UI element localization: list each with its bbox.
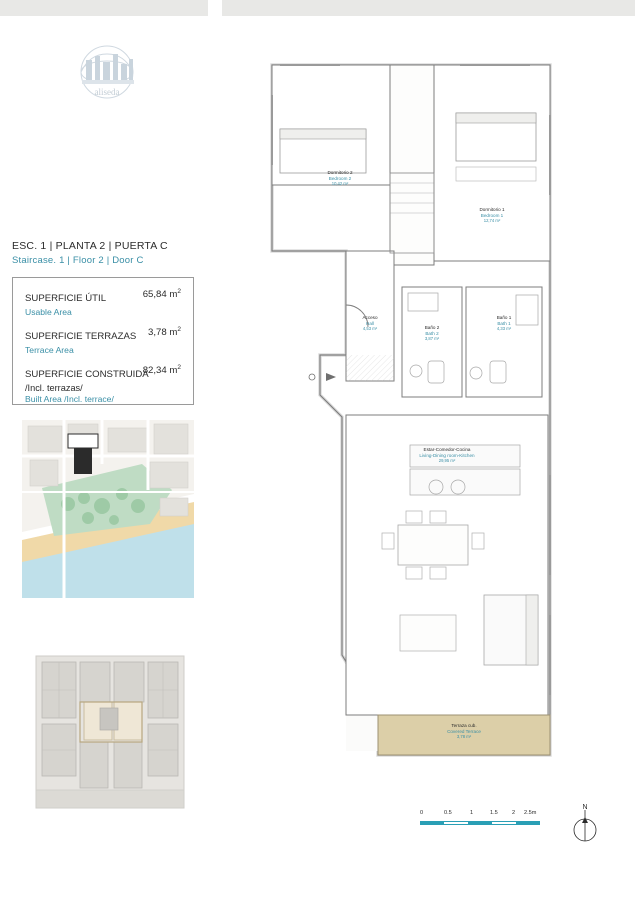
area-value-usable: 65,84 $m^2$ — [142, 288, 181, 301]
unit-header-en: Staircase. 1 | Floor 2 | Door C — [12, 255, 144, 266]
unit-header — [12, 240, 212, 266]
area-label-terrace-es: SUPERFICIE TERRAZAS — [25, 331, 137, 342]
room-label-terrace: Terraza cub. Covered Terrace 3,78 m² — [447, 723, 481, 740]
brand-logo — [42, 44, 172, 100]
scale-tick-4: 2 — [512, 810, 516, 816]
building-key-plan — [22, 650, 194, 820]
scale-tick-2: 1 — [470, 810, 474, 816]
room-label-hall: Acceso Hall 4,53 m² — [362, 315, 378, 332]
area-label-built-es: SUPERFICIE CONSTRUIDA — [25, 369, 149, 380]
area-row-usable — [25, 288, 183, 317]
scale-tick-0: 0 — [420, 810, 424, 816]
scale-bar — [420, 810, 545, 840]
area-label-usable-es: SUPERFICIE ÚTIL — [25, 293, 107, 304]
scale-tick-1: 0.5 — [444, 810, 452, 816]
area-summary-box — [12, 277, 194, 405]
site-location-map — [22, 420, 194, 598]
scale-segments — [420, 821, 540, 825]
area-label-usable-en: Usable Area — [25, 307, 72, 317]
unit-header-es: ESC. 1 | PLANTA 2 | PUERTA C — [12, 240, 168, 252]
scale-tick-5: 2.5m — [524, 810, 537, 816]
area-value-built: 82,34 $m^2$ — [142, 364, 181, 377]
floor-plan-drawing — [250, 55, 610, 765]
room-label-bedroom-1: Dormitorio 1 Bedroom 1 12,74 m² — [479, 207, 505, 224]
scale-tick-3: 1.5 — [490, 810, 498, 816]
area-label-built-en: Built Area /Incl. terrace/ — [25, 394, 114, 404]
scale-ticks — [420, 810, 540, 820]
room-label-bedroom-2: Dormitorio 2 Bedroom 2 10,42 m² — [327, 170, 353, 187]
north-label: N — [582, 804, 588, 811]
area-label-built-es2: /Incl. terrazas/ — [25, 383, 83, 393]
room-label-bath-2: Baño 2 Bath 2 3,87 m² — [424, 325, 440, 342]
area-label-terrace-en: Terrace Area — [25, 345, 74, 355]
area-value-terrace: 3,78 $m^2$ — [148, 326, 181, 339]
room-label-bath-1: Baño 1 Bath 1 4,33 m² — [496, 315, 512, 332]
north-arrow — [566, 800, 604, 844]
area-row-built — [25, 364, 183, 404]
room-label-living: Estar-Comedor-Cocina Living-Dining room-Kitchen 29,95 m² — [419, 447, 475, 464]
area-row-terrace — [25, 326, 183, 355]
svg-text:aliseda: aliseda — [94, 87, 120, 97]
top-strip — [0, 0, 635, 16]
